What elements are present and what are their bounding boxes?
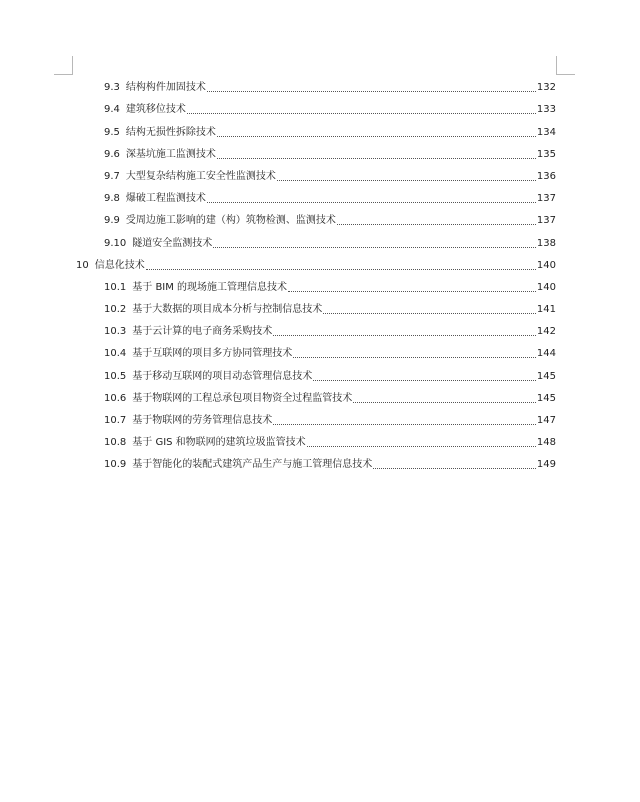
toc-entry-number: 9.4: [104, 104, 120, 116]
toc-entry[interactable]: [76, 316, 556, 338]
toc-entry-number: 10.5: [104, 370, 127, 382]
crop-mark-top-right: [556, 56, 575, 75]
toc-entry-title: 基于互联网的项目多方协同管理技术: [132, 348, 293, 360]
toc-entry[interactable]: [76, 360, 556, 382]
toc-entry[interactable]: [76, 205, 556, 227]
toc-entry[interactable]: [76, 338, 556, 360]
toc-entry-number: 10.4: [104, 348, 127, 360]
toc-entry-number: 10.1: [104, 281, 127, 293]
toc-entry-page: 134: [536, 126, 556, 138]
toc-entry-number: 9.6: [104, 148, 120, 160]
toc-entry-title: 爆破工程监测技术: [125, 193, 206, 205]
toc-leader-dots: [313, 379, 536, 381]
toc-entry-page: 141: [536, 304, 556, 316]
toc-entry-title: 深基坑施工监测技术: [125, 148, 216, 160]
toc-entry-page: 136: [536, 170, 556, 182]
toc-entry-title: 信息化技术: [94, 259, 145, 271]
toc-entry-title: 建筑移位技术: [125, 104, 186, 116]
toc-entry-title: 结构无损性拆除技术: [125, 126, 216, 138]
toc-entry-title: 基于云计算的电子商务采购技术: [132, 326, 273, 338]
toc-leader-dots: [187, 112, 536, 114]
toc-leader-dots: [273, 423, 536, 425]
toc-chapter-entry[interactable]: [76, 250, 556, 272]
toc-entry-page: 147: [536, 415, 556, 426]
toc-entry-page: 149: [536, 459, 556, 471]
toc-leader-dots: [353, 401, 536, 403]
toc-entry-number: 10.2: [104, 304, 127, 316]
table-of-contents: [76, 72, 556, 471]
toc-entry-number: 9.3: [104, 82, 120, 94]
toc-entry-title: 大型复杂结构施工安全性监测技术: [125, 170, 276, 182]
toc-entry-title: 基于 BIM 的现场施工管理信息技术: [132, 281, 288, 293]
toc-entry-title: 结构构件加固技术: [125, 82, 206, 94]
toc-leader-dots: [293, 356, 536, 358]
toc-entry[interactable]: [76, 116, 556, 138]
toc-entry-page: 145: [536, 370, 556, 382]
toc-entry-title: 受周边施工影响的建（构）筑物检测、监测技术: [125, 215, 336, 227]
toc-entry-number: 9.8: [104, 193, 120, 205]
toc-entry-page: 137: [536, 215, 556, 227]
toc-entry-number: 10: [76, 259, 89, 271]
toc-entry-number: 10.9: [104, 459, 127, 471]
toc-entry-page: 140: [536, 259, 556, 271]
toc-entry-title: 基于大数据的项目成本分析与控制信息技术: [132, 304, 323, 316]
toc-entry-title: 基于移动互联网的项目动态管理信息技术: [132, 370, 313, 382]
toc-entry-number: 10.3: [104, 326, 127, 338]
toc-entry-page: 145: [536, 392, 556, 404]
toc-entry[interactable]: [76, 72, 556, 94]
toc-entry-page: 137: [536, 193, 556, 205]
toc-entry-number: 9.9: [104, 215, 120, 227]
toc-entry-number: 10.6: [104, 392, 127, 404]
toc-entry[interactable]: [76, 139, 556, 161]
toc-entry-number: 9.10: [104, 237, 127, 249]
toc-entry[interactable]: [76, 449, 556, 471]
toc-leader-dots: [217, 157, 536, 159]
toc-entry[interactable]: [76, 183, 556, 205]
toc-entry[interactable]: [76, 161, 556, 183]
toc-entry-number: 10.7: [104, 415, 127, 426]
toc-entry-number: 9.7: [104, 170, 120, 182]
toc-entry-page: 148: [536, 437, 556, 449]
toc-entry[interactable]: [76, 294, 556, 316]
toc-leader-dots: [288, 290, 536, 292]
toc-leader-dots: [277, 179, 536, 181]
toc-entry-number: 10.8: [104, 437, 127, 449]
toc-entry-page: 133: [536, 104, 556, 116]
toc-entry-number: 9.5: [104, 126, 120, 138]
toc-entry[interactable]: [76, 427, 556, 449]
crop-mark-top-left: [54, 56, 73, 75]
toc-entry-page: 144: [536, 348, 556, 360]
toc-entry-title: 基于物联网的劳务管理信息技术: [132, 415, 273, 426]
toc-entry[interactable]: [76, 94, 556, 116]
toc-entry-page: 138: [536, 237, 556, 249]
toc-entry[interactable]: [76, 383, 556, 405]
toc-leader-dots: [307, 445, 536, 447]
toc-entry-title: 基于智能化的装配式建筑产品生产与施工管理信息技术: [132, 459, 373, 471]
toc-leader-dots: [207, 90, 536, 92]
toc-entry[interactable]: [76, 272, 556, 294]
toc-leader-dots: [213, 246, 536, 248]
toc-entry-page: 132: [536, 82, 556, 94]
toc-entry-title: 隧道安全监测技术: [132, 237, 213, 249]
toc-leader-dots: [273, 334, 536, 336]
toc-entry[interactable]: [76, 227, 556, 249]
toc-entry-title: 基于物联网的工程总承包项目物资全过程监管技术: [132, 392, 353, 404]
toc-leader-dots: [146, 268, 536, 270]
toc-entry[interactable]: [76, 405, 556, 427]
toc-leader-dots: [373, 467, 536, 469]
toc-entry-page: 142: [536, 326, 556, 338]
toc-leader-dots: [207, 201, 536, 203]
toc-leader-dots: [323, 312, 536, 314]
toc-leader-dots: [217, 135, 536, 137]
toc-entry-page: 140: [536, 281, 556, 293]
toc-entry-title: 基于 GIS 和物联网的建筑垃圾监管技术: [132, 437, 306, 449]
toc-leader-dots: [337, 223, 536, 225]
toc-entry-page: 135: [536, 148, 556, 160]
